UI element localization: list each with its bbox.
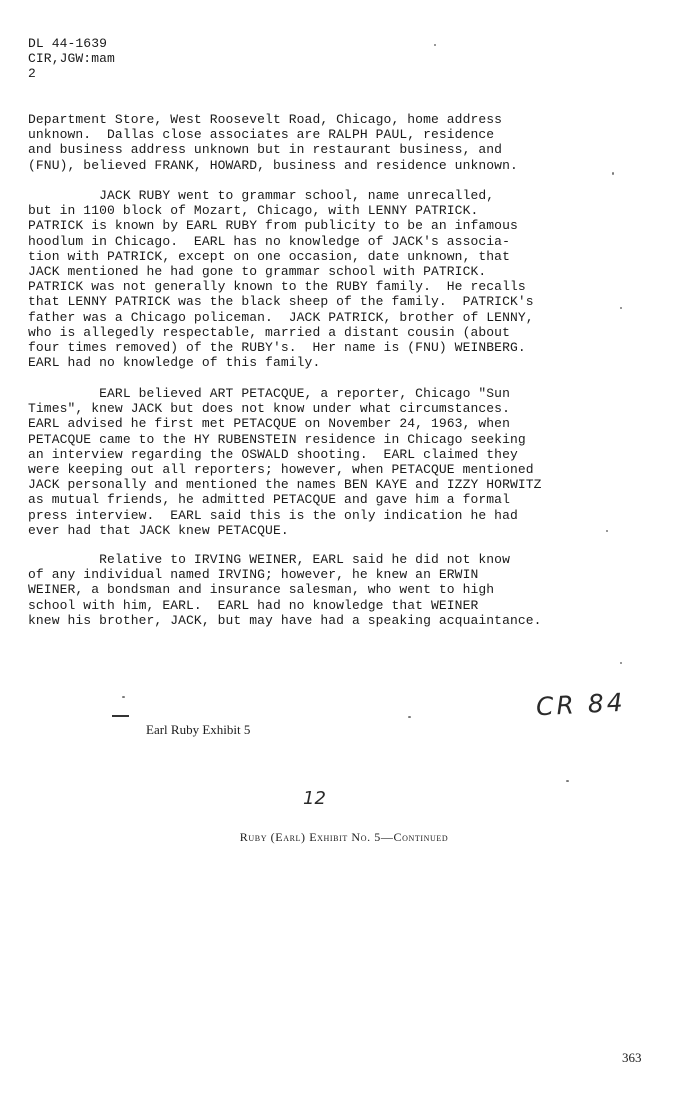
text-line: four times removed) of the RUBY's. Her name is (FNU) WEINBERG.: [28, 340, 526, 356]
paragraph-petacque: [28, 386, 542, 538]
scan-speck: [434, 44, 436, 46]
text-line: school with him, EARL. EARL had no knowledge that WEINER: [28, 597, 479, 613]
scan-speck: [620, 307, 622, 309]
initials-line: CIR,JGW:mam: [28, 51, 115, 67]
file-number: DL 44-1639: [28, 36, 108, 51]
text-line: an interview regarding the OSWALD shooting. EARL claimed they: [28, 446, 518, 462]
exhibit-label: Earl Ruby Exhibit 5: [146, 722, 251, 737]
text-line: hoodlum in Chicago. EARL has no knowledge of JACK's associa-: [28, 233, 510, 249]
handwritten-cr-mark: CR 84: [535, 687, 627, 722]
scan-speck: [620, 662, 622, 664]
scan-speck: [566, 780, 569, 782]
text-line: Relative to IRVING WEINER, EARL said he did not know: [28, 552, 510, 567]
scan-speck: [408, 716, 411, 718]
text-line: JACK personally and mentioned the names BEN KAYE and IZZY HORWITZ: [28, 477, 542, 493]
text-line: that LENNY PATRICK was the black sheep of the family. PATRICK's: [28, 294, 534, 310]
text-line: press interview. EARL said this is the only indication he had: [28, 507, 518, 523]
text-line: EARL advised he first met PETACQUE on November 24, 1963, when: [28, 416, 510, 432]
text-line: who is allegedly respectable, married a distant cousin (about: [28, 324, 510, 340]
text-line: knew his brother, JACK, but may have had a speaking acquaintance.: [28, 612, 542, 628]
scan-speck: [122, 696, 125, 698]
text-line: WEINER, a bondsman and insurance salesman, who went to high: [28, 582, 495, 598]
text-line: of any individual named IRVING; however, he knew an ERWIN: [28, 567, 479, 583]
paragraph-continuation: [28, 112, 518, 173]
document-header: [28, 36, 115, 82]
text-line: (FNU), believed FRANK, HOWARD, business and residence unknown.: [28, 157, 518, 173]
text-line: PETACQUE came to the HY RUBENSTEIN residence in Chicago seeking: [28, 431, 526, 447]
exhibit-caption: Ruby (Earl) Exhibit No. 5—Continued: [239, 830, 449, 844]
text-line: father was a Chicago policeman. JACK PATRICK, brother of LENNY,: [28, 309, 534, 325]
text-line: but in 1100 block of Mozart, Chicago, with LENNY PATRICK.: [28, 203, 479, 219]
paragraph-grammar-school: [28, 188, 534, 370]
text-line: tion with PATRICK, except on one occasion, date unknown, that: [28, 248, 510, 264]
scan-speck: [612, 172, 614, 175]
scan-speck: [606, 530, 608, 532]
exhibit-dash: [112, 715, 129, 717]
text-line: and business address unknown but in restaurant business, and: [28, 142, 503, 158]
text-line: PATRICK was not generally known to the RUBY family. He recalls: [28, 279, 526, 295]
page-number: 363: [622, 1050, 642, 1065]
handwritten-page-mark: 12: [303, 788, 326, 809]
text-line: JACK RUBY went to grammar school, name unrecalled,: [28, 188, 495, 203]
sheet-number: 2: [28, 66, 36, 82]
paragraph-weiner: [28, 552, 542, 628]
text-line: as mutual friends, he admitted PETACQUE and gave him a formal: [28, 492, 510, 508]
text-line: PATRICK is known by EARL RUBY from publicity to be an infamous: [28, 218, 518, 234]
text-line: EARL had no knowledge of this family.: [28, 355, 321, 371]
text-line: JACK mentioned he had gone to grammar school with PATRICK.: [28, 264, 487, 280]
text-line: EARL believed ART PETACQUE, a reporter, Chicago "Sun: [28, 386, 510, 401]
text-line: Times", knew JACK but does not know under what circumstances.: [28, 401, 510, 417]
text-line: unknown. Dallas close associates are RALPH PAUL, residence: [28, 127, 495, 143]
text-line: were keeping out all reporters; however, when PETACQUE mentioned: [28, 462, 534, 478]
text-line: Department Store, West Roosevelt Road, Chicago, home address: [28, 112, 503, 127]
text-line: ever had that JACK knew PETACQUE.: [28, 522, 289, 538]
